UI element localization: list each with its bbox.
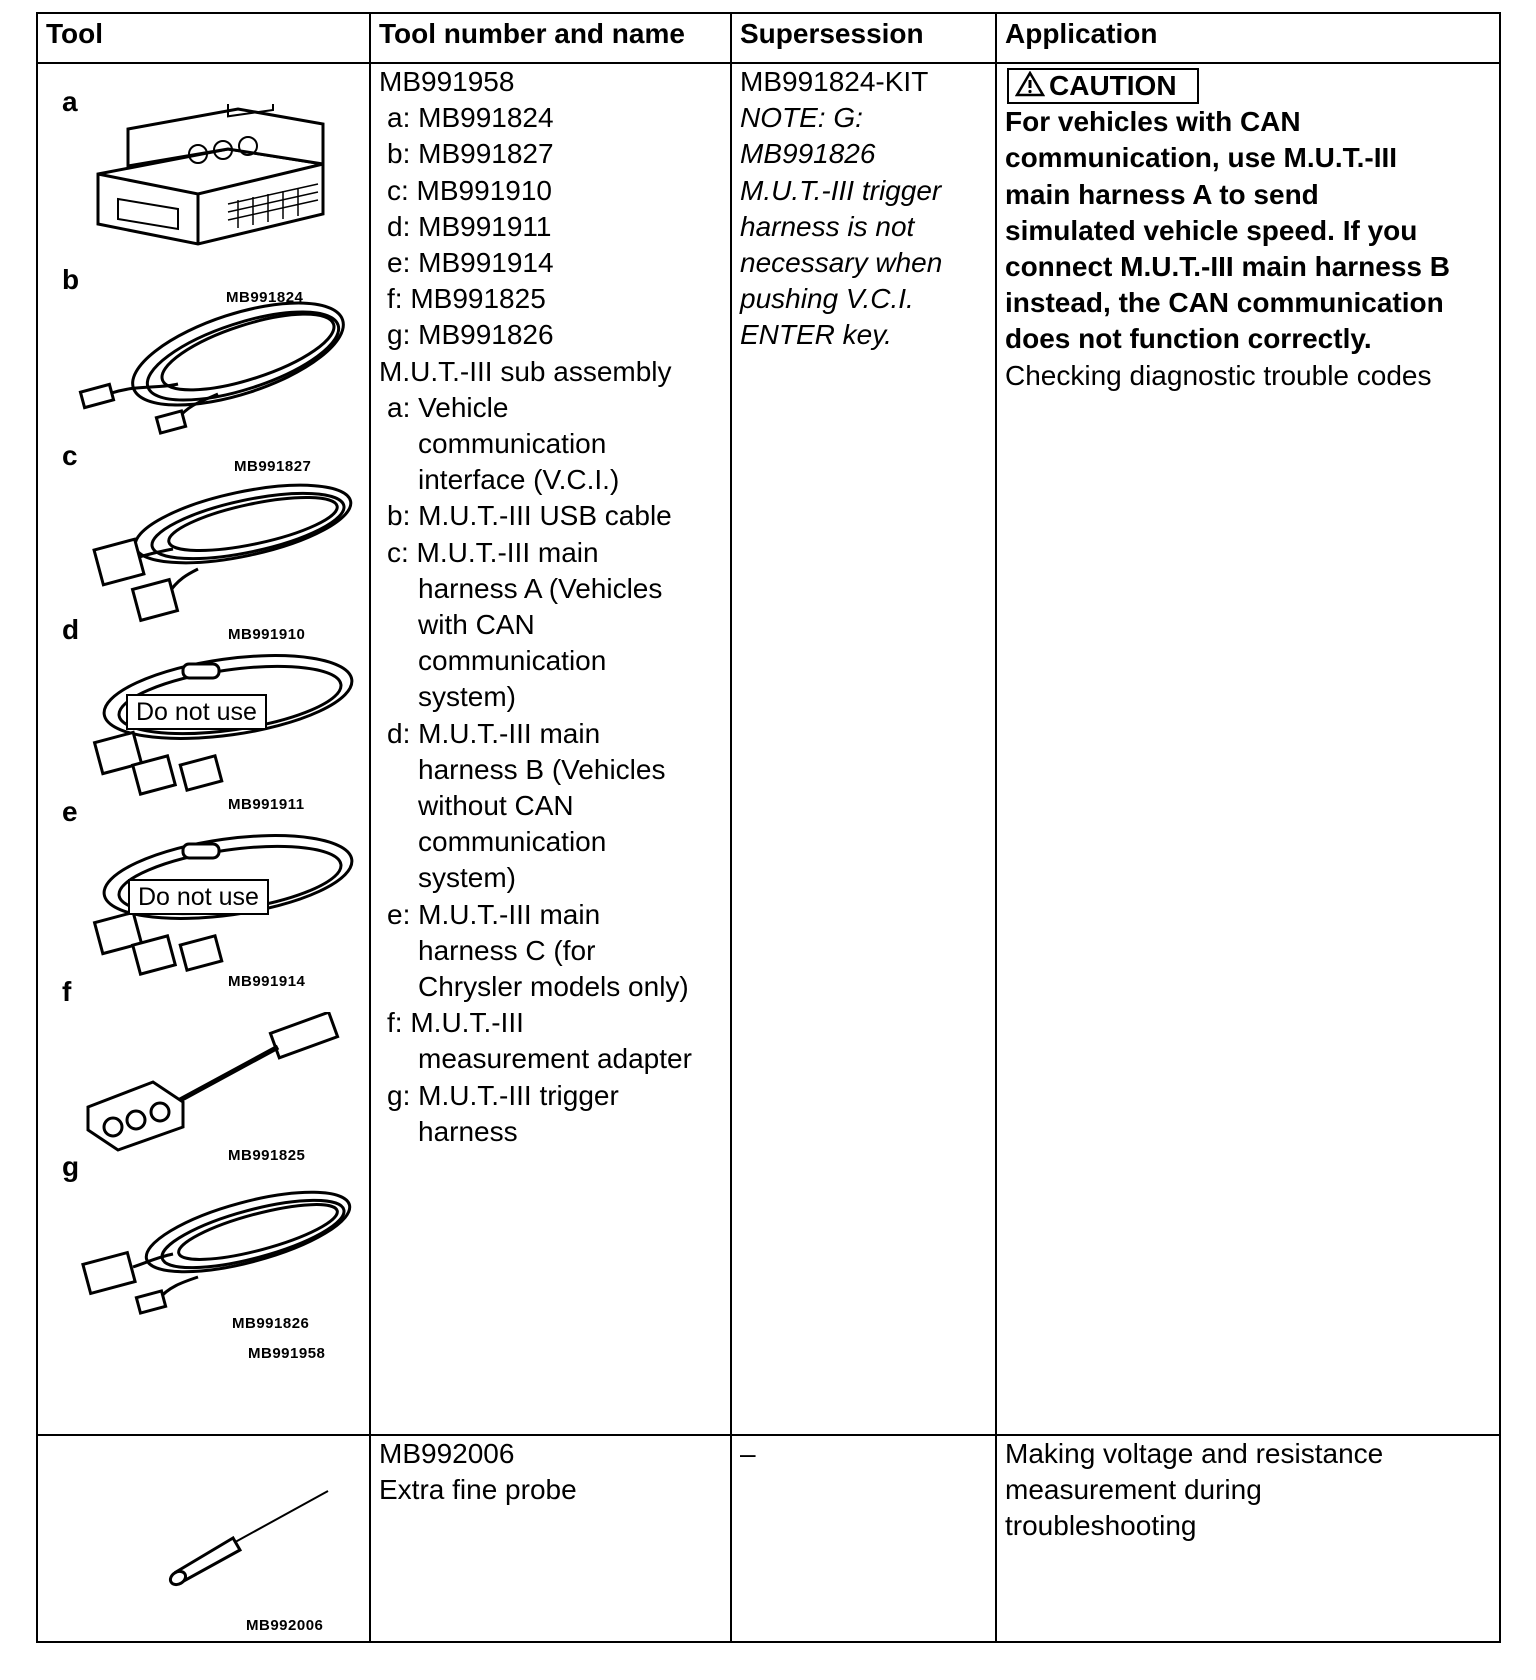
part-number-label: MB991914 xyxy=(228,973,306,990)
part-number-label: MB991825 xyxy=(228,1147,306,1164)
sub-assembly-part-cont: system) xyxy=(418,681,516,713)
sub-assembly-part-cont: harness xyxy=(418,1115,518,1147)
tool-letter-b: b xyxy=(62,264,80,295)
caution-line: instead, the CAN communication xyxy=(1005,287,1444,319)
sub-assembly-part-cont: harness A (Vehicles xyxy=(418,572,663,604)
header-tool: Tool xyxy=(37,13,370,63)
warning-triangle-icon xyxy=(1015,71,1045,97)
part-number-label: MB991824 xyxy=(226,289,304,306)
caution-label: CAUTION xyxy=(1049,70,1177,101)
sub-assembly-part: c: M.U.T.-III main xyxy=(387,536,599,568)
sub-assembly-part: b: M.U.T.-III USB cable xyxy=(387,500,672,532)
sub-assembly-part-cont: with CAN xyxy=(418,609,535,641)
supersession-note-line: NOTE: G: xyxy=(740,102,863,134)
sub-assembly-part-cont: communication xyxy=(418,428,607,460)
sub-assembly-part-cont: system) xyxy=(418,862,516,894)
tool-letter-a: a xyxy=(62,86,78,117)
kit-item: e: MB991914 xyxy=(387,247,554,279)
caution-line: connect M.U.T.-III main harness B xyxy=(1005,251,1450,283)
sub-assembly-part-cont: communication xyxy=(418,645,607,677)
supersession-cell xyxy=(731,63,996,1435)
part-number-label: MB991826 xyxy=(232,1315,310,1332)
application-text: Checking diagnostic trouble codes xyxy=(1005,359,1432,391)
supersession-note-line: M.U.T.-III trigger xyxy=(740,174,942,206)
supersession-kit: MB991824-KIT xyxy=(740,66,929,97)
usb-cable-icon xyxy=(68,294,358,444)
supersession-dash: – xyxy=(740,1438,756,1469)
sub-assembly-part-cont: harness B (Vehicles xyxy=(418,753,666,785)
application-cell xyxy=(996,63,1500,1435)
tool-letter-d: d xyxy=(62,614,80,645)
application-line: troubleshooting xyxy=(1005,1510,1197,1542)
kit-item: b: MB991827 xyxy=(387,138,554,170)
caution-line: does not function correctly. xyxy=(1005,323,1372,355)
do-not-use-label: Do not use xyxy=(128,879,269,915)
tool-letter-e: e xyxy=(62,796,78,827)
header-tool-number-name: Tool number and name xyxy=(370,13,731,63)
sub-assembly-part: a: Vehicle xyxy=(387,391,509,423)
probe-name: Extra fine probe xyxy=(379,1474,577,1506)
tool-letter-f: f xyxy=(62,976,72,1007)
probe-number: MB992006 xyxy=(379,1438,515,1469)
supersession-note-line: ENTER key. xyxy=(740,319,892,351)
kit-item: c: MB991910 xyxy=(387,174,552,206)
table-row xyxy=(37,1435,1500,1642)
measurement-adapter-icon xyxy=(78,1012,358,1152)
application-cell xyxy=(996,1435,1500,1642)
sub-assembly-part-cont: harness C (for xyxy=(418,934,596,966)
header-row xyxy=(37,13,1500,63)
special-tools-table xyxy=(36,12,1501,1643)
fine-probe-icon xyxy=(158,1486,338,1596)
part-number-label: MB991911 xyxy=(228,796,305,813)
tool-number-name-cell xyxy=(370,1435,731,1642)
supersession-cell xyxy=(731,1435,996,1642)
kit-part-number-label: MB991958 xyxy=(248,1345,326,1362)
kit-item: d: MB991911 xyxy=(387,210,552,242)
header-supersession: Supersession xyxy=(731,13,996,63)
sub-assembly-part: d: M.U.T.-III main xyxy=(387,717,601,749)
part-number-label: MB992006 xyxy=(246,1617,324,1634)
sub-assembly-part: g: M.U.T.-III trigger xyxy=(387,1079,619,1111)
tool-number-name-cell xyxy=(370,63,731,1435)
table-row xyxy=(37,63,1500,1435)
supersession-note-line: pushing V.C.I. xyxy=(740,283,914,315)
caution-line: simulated vehicle speed. If you xyxy=(1005,214,1418,246)
main-harness-a-icon xyxy=(58,474,358,624)
application-line: measurement during xyxy=(1005,1474,1262,1506)
tool-letter-g: g xyxy=(62,1151,80,1182)
kit-item: f: MB991825 xyxy=(387,283,546,315)
caution-badge xyxy=(1007,68,1199,104)
kit-item: a: MB991824 xyxy=(387,102,554,134)
do-not-use-label: Do not use xyxy=(126,694,267,730)
kit-item: g: MB991826 xyxy=(387,319,554,351)
caution-line: main harness A to send xyxy=(1005,178,1319,210)
header-application: Application xyxy=(996,13,1500,63)
application-line: Making voltage and resistance xyxy=(1005,1438,1384,1469)
sub-assembly-part-cont: measurement adapter xyxy=(418,1043,692,1075)
sub-assembly-part: e: M.U.T.-III main xyxy=(387,898,601,930)
tool-illustration-cell xyxy=(37,1435,370,1642)
sub-assembly-part: f: M.U.T.-III xyxy=(387,1007,524,1039)
tool-letter-c: c xyxy=(62,440,78,471)
part-number-label: MB991910 xyxy=(228,626,306,643)
trigger-harness-icon xyxy=(58,1182,358,1322)
sub-assembly-part-cont: without CAN xyxy=(418,790,574,822)
tool-illustrations-cell xyxy=(37,63,370,1435)
sub-assembly-part-cont: Chrysler models only) xyxy=(418,971,689,1003)
part-number-label: MB991827 xyxy=(234,458,312,475)
sub-assembly-part-cont: communication xyxy=(418,826,607,858)
supersession-note-line: harness is not xyxy=(740,210,915,242)
kit-number: MB991958 xyxy=(379,66,515,97)
sub-assembly-title: M.U.T.-III sub assembly xyxy=(379,355,672,387)
vci-device-icon xyxy=(88,104,348,254)
sub-assembly-part-cont: interface (V.C.I.) xyxy=(418,464,620,496)
caution-line: For vehicles with CAN xyxy=(1005,106,1301,138)
supersession-note-line: MB991826 xyxy=(740,138,876,170)
caution-line: communication, use M.U.T.-III xyxy=(1005,142,1398,174)
supersession-note-line: necessary when xyxy=(740,247,943,279)
